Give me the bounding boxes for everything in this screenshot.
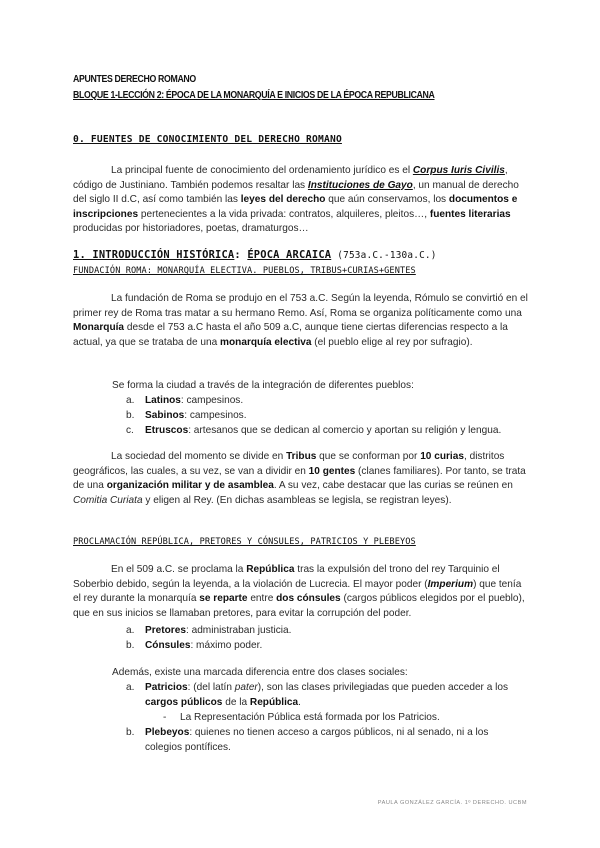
list-item-patricios: a. Patricios: (del latín pater), son las clases privilegiadas que pueden acceder a los cargos públicos de la República. — [126, 682, 509, 708]
list-item-latinos: a. Latinos: campesinos. — [126, 395, 244, 406]
classes-intro: Además, existe una marcada diferencia entre dos clases sociales: — [112, 667, 408, 678]
list-item-sabinos: b. Sabinos: campesinos. — [126, 410, 247, 421]
page-footer: PAULA GONZÁLEZ GARCÍA. 1º DERECHO. UCBM — [377, 800, 527, 806]
list-item-consules: b. Cónsules: máximo poder. — [126, 640, 263, 651]
sub-item-patricios-representation: - La Representación Pública está formada por los Patricios. — [163, 712, 440, 723]
list-item-etruscos: c. Etruscos: artesanos que se dedican al comercio y aportan su religión y lengua. — [126, 425, 502, 436]
foundation-paragraph: La fundación de Roma se produjo en el 753 a.C. Según la leyenda, Rómulo se convirtió en el primer rey de Roma tras matar a su hermano Remo. Así, Roma se organiza políticamente como una Monarquía desde el 753 a.C hasta el año 509 a.C, aunque tiene ciertas diferencias respecto a la actual, ya que se trataba de una monarquía electiva (el pueblo elige al rey por sufragio). — [73, 293, 528, 348]
society-paragraph: La sociedad del momento se divide en Tribus que se conforman por 10 curias, distritos geográficos, las cuales, a su vez, se van a dividir en 10 gentes (clanes familiares). Por tanto, se trata de una organización militar y de asamblea. A su vez, cabe destacar que las curias se reúnen en Comitia Curiata y eligen al Rey. (En dichas asambleas se legisla, se registran leyes). — [73, 451, 526, 506]
republic-paragraph: En el 509 a.C. se proclama la República tras la expulsión del trono del rey Tarquinio el Soberbio debido, según la leyenda, a la violación de Lucrecia. El mayor poder (Imperium) que tenía el rey durante la monarquía se reparte entre dos cónsules (cargos públicos elegidos por el pueblo), que en sus inicios se llamaban pretores, para evitar la corrupción del poder. — [73, 564, 525, 619]
section-1-subheading-foundation: FUNDACIÓN ROMA: MONARQUÍA ELECTIVA. PUEBLOS, TRIBUS+CURIAS+GENTES — [73, 266, 416, 276]
document-title: APUNTES DERECHO ROMANO — [73, 74, 196, 85]
section-1-subheading-republic: PROCLAMACIÓN REPÚBLICA, PRETORES Y CÓNSULES, PATRICIOS Y PLEBEYOS — [73, 537, 416, 547]
section-1-heading: 1. INTRODUCCIÓN HISTÓRICA: ÉPOCA ARCAICA (753a.C.-130a.C.) — [73, 249, 437, 261]
section-0-heading: 0. FUENTES DE CONOCIMIENTO DEL DERECHO ROMANO — [73, 134, 342, 145]
document-subtitle: BLOQUE 1-LECCIÓN 2: ÉPOCA DE LA MONARQUÍA E INICIOS DE LA ÉPOCA REPUBLICANA — [73, 90, 435, 101]
section-0-paragraph: La principal fuente de conocimiento del ordenamiento jurídico es el Corpus Iuris Civilis, código de Justiniano. También podemos resaltar las Instituciones de Gayo, un manual de derecho del siglo II d.C, así como también las leyes del derecho que aún conservamos, los documentos e inscripciones pertenecientes a la vida privada: contratos, alquileres, pleitos…, fuentes literarias producidas por historiadores, poetas, dramaturgos… — [73, 165, 519, 235]
peoples-intro: Se forma la ciudad a través de la integración de diferentes pueblos: — [112, 380, 414, 391]
list-item-plebeyos: b. Plebeyos: quienes no tienen acceso a cargos públicos, ni al senado, ni a los colegios pontífices. — [126, 727, 489, 753]
list-item-pretores: a. Pretores: administraban justicia. — [126, 625, 292, 636]
